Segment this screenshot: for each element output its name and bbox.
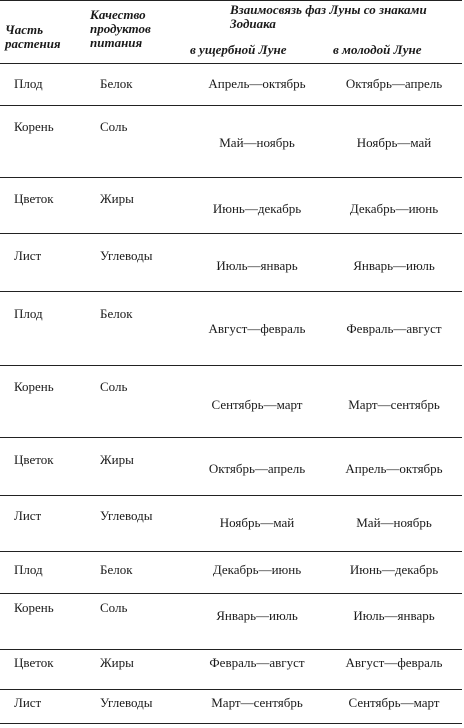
header-moon-zodiac-group: Взаимосвязь фаз Луны со знаками Зодиака [230, 2, 427, 31]
cell-food-quality: Соль [100, 119, 128, 134]
row-separator [0, 291, 462, 292]
row-separator [0, 233, 462, 234]
cell-food-quality: Углеводы [100, 508, 153, 523]
cell-waxing-period: Октябрь—апрель [345, 76, 443, 91]
cell-waning-period: Ноябрь—май [219, 515, 295, 530]
row-separator [0, 551, 462, 552]
row-separator [0, 63, 462, 64]
cell-food-quality: Соль [100, 600, 128, 615]
row-separator [0, 495, 462, 496]
cell-plant-part: Лист [14, 508, 42, 523]
row-separator [0, 689, 462, 690]
cell-waxing-period: Ноябрь—май [356, 135, 432, 150]
cell-waning-period: Февраль—август [209, 655, 305, 670]
header-food-quality: Качество продуктов питания [90, 7, 151, 50]
row-separator [0, 593, 462, 594]
cell-waxing-period: Декабрь—июнь [349, 201, 439, 216]
cell-waning-period: Январь—июль [216, 608, 298, 623]
cell-food-quality: Белок [100, 562, 133, 577]
cell-waning-period: Декабрь—июнь [212, 562, 302, 577]
cell-waxing-period: Июль—январь [353, 608, 435, 623]
cell-plant-part: Плод [14, 562, 43, 577]
cell-waxing-period: Март—сентябрь [348, 397, 440, 412]
cell-waning-period: Август—февраль [208, 321, 306, 336]
cell-waning-period: Октябрь—апрель [208, 461, 306, 476]
row-separator [0, 649, 462, 650]
cell-plant-part: Корень [14, 600, 54, 615]
cell-food-quality: Углеводы [100, 695, 153, 710]
cell-food-quality: Соль [100, 379, 128, 394]
row-separator [0, 365, 462, 366]
cell-waxing-period: Май—ноябрь [356, 515, 432, 530]
cell-waning-period: Март—сентябрь [211, 695, 303, 710]
header-waxing-moon: в молодой Луне [333, 42, 422, 57]
cell-waxing-period: Апрель—октябрь [345, 461, 443, 476]
cell-waxing-period: Февраль—август [346, 321, 442, 336]
cell-plant-part: Цветок [14, 452, 54, 467]
cell-plant-part: Корень [14, 119, 54, 134]
cell-plant-part: Лист [14, 695, 42, 710]
cell-plant-part: Плод [14, 76, 43, 91]
cell-waning-period: Май—ноябрь [219, 135, 295, 150]
cell-waxing-period: Январь—июль [353, 258, 435, 273]
row-separator [0, 177, 462, 178]
cell-plant-part: Цветок [14, 191, 54, 206]
cell-plant-part: Лист [14, 248, 42, 263]
cell-waning-period: Сентябрь—март [211, 397, 303, 412]
cell-food-quality: Жиры [100, 452, 134, 467]
cell-food-quality: Белок [100, 306, 133, 321]
cell-food-quality: Жиры [100, 655, 134, 670]
cell-plant-part: Цветок [14, 655, 54, 670]
cell-waxing-period: Август—февраль [345, 655, 443, 670]
header-plant-part: Часть растения [5, 22, 61, 51]
cell-waxing-period: Сентябрь—март [348, 695, 440, 710]
cell-waxing-period: Июнь—декабрь [349, 562, 439, 577]
table-top-rule [0, 0, 462, 1]
table-bottom-rule [0, 723, 462, 724]
header-waning-moon: в ущербной Луне [190, 42, 287, 57]
cell-plant-part: Корень [14, 379, 54, 394]
cell-food-quality: Жиры [100, 191, 134, 206]
cell-plant-part: Плод [14, 306, 43, 321]
cell-waning-period: Июнь—декабрь [212, 201, 302, 216]
row-separator [0, 437, 462, 438]
cell-waning-period: Июль—январь [216, 258, 298, 273]
cell-food-quality: Белок [100, 76, 133, 91]
cell-waning-period: Апрель—октябрь [208, 76, 306, 91]
row-separator [0, 105, 462, 106]
cell-food-quality: Углеводы [100, 248, 153, 263]
